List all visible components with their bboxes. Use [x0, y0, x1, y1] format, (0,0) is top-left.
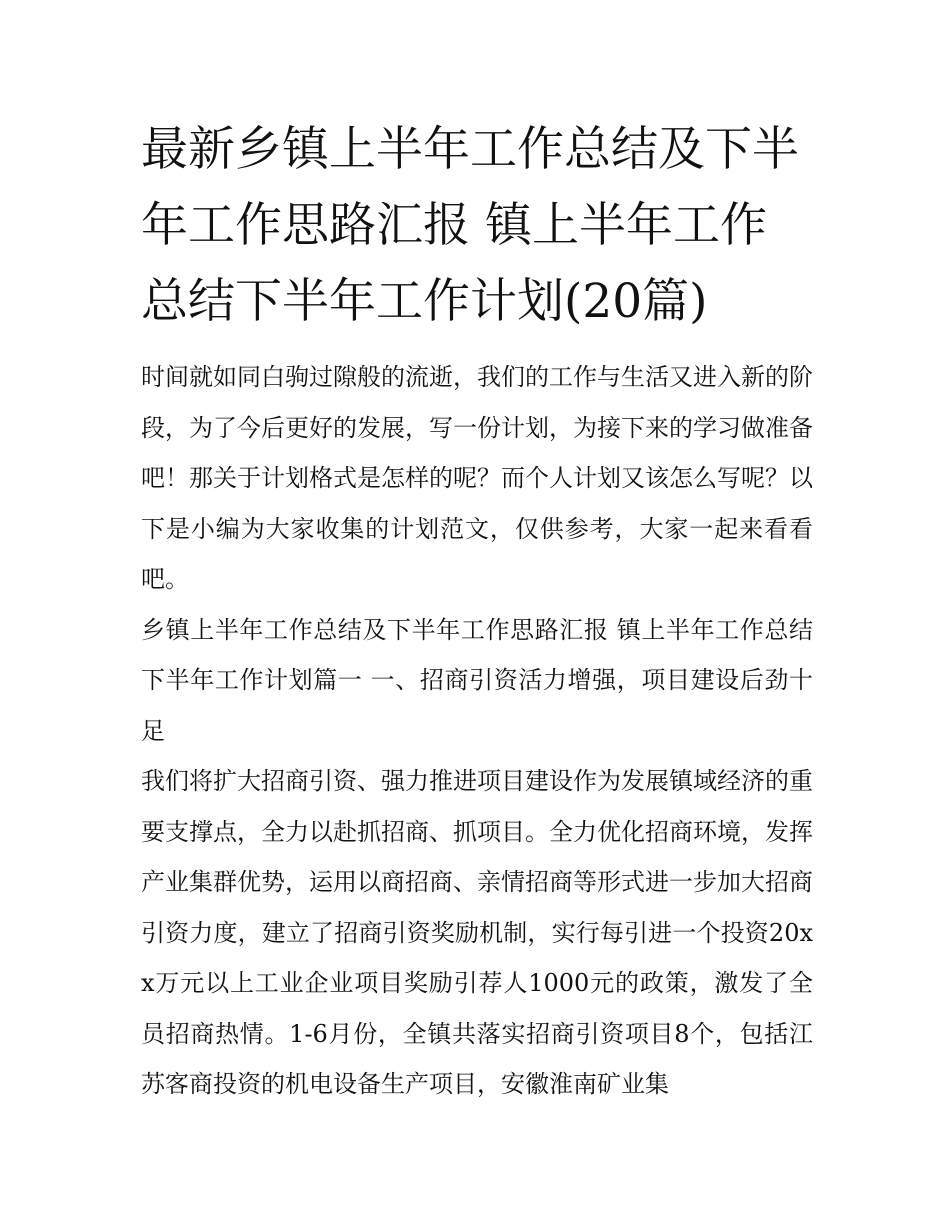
intro-paragraph: 时间就如同白驹过隙般的流逝，我们的工作与生活又进入新的阶段，为了今后更好的发展，写一份计划，为接下来的学习做准备吧！那关于计划格式是怎样的呢？而个人计划又该怎么写呢？以下是小编为大家收集的计划范文，仅供参考，大家一起来看看吧。 [141, 363, 813, 593]
section-heading-paragraph: 乡镇上半年工作总结及下半年工作思路汇报 镇上半年工作总结下半年工作计划篇一 一、招商引资活力增强，项目建设后劲十足 [141, 615, 813, 745]
document-title: 最新乡镇上半年工作总结及下半年工作思路汇报 镇上半年工作总结下半年工作计划(20篇) [141, 122, 799, 329]
body-paragraph: 我们将扩大招商引资、强力推进项目建设作为发展镇域经济的重要支撑点，全力以赴抓招商、抓项目。全力优化招商环境，发挥产业集群优势，运用以商招商、亲情招商等形式进一步加大招商引资力度，建立了招商引资奖励机制，实行每引进一个投资20xx万元以上工业企业项目奖励引荐人1000元的政策，激发了全员招商热情。1-6月份，全镇共落实招商引资项目8个，包括江苏客商投资的机电设备生产项目，安徽淮南矿业集 [141, 767, 813, 1098]
document-body [141, 112, 813, 1110]
